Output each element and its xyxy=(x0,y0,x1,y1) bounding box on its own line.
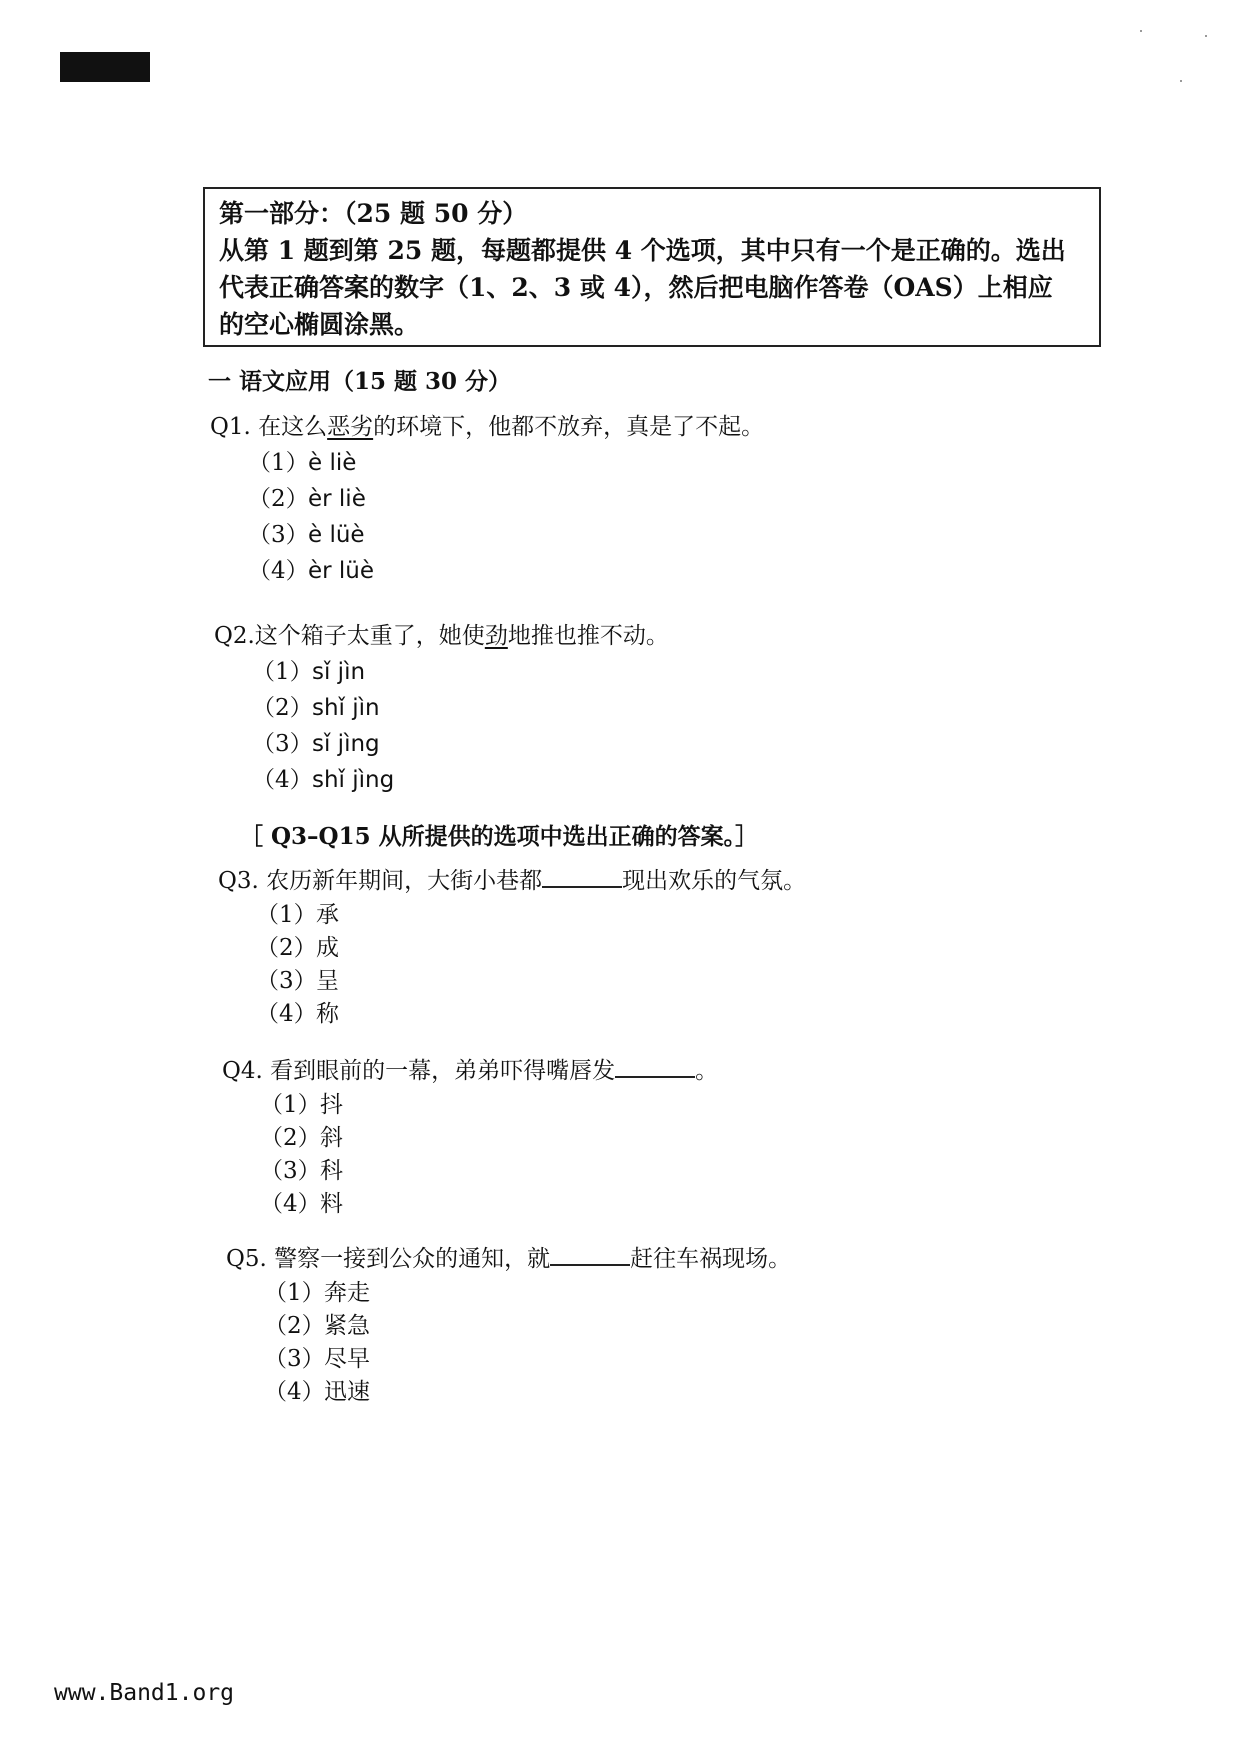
option-text: èr lüè xyxy=(308,558,375,584)
question-prefix: Q5. 警察一接到公众的通知，就 xyxy=(226,1246,551,1272)
question-suffix: 地推也推不动。 xyxy=(507,623,669,649)
option-number: （3） xyxy=(256,968,317,994)
option-1 xyxy=(252,654,669,690)
option-number: （1） xyxy=(248,450,309,476)
option-4 xyxy=(256,998,806,1031)
option-text: sǐ jìng xyxy=(312,731,380,757)
question-prefix: Q3. 农历新年期间，大街小巷都 xyxy=(218,868,543,894)
option-4 xyxy=(264,1376,791,1409)
question-prefix: Q2.这个箱子太重了，她使 xyxy=(214,623,485,649)
underlined-word: 劲 xyxy=(484,623,508,649)
option-text: 尽早 xyxy=(324,1346,370,1372)
option-text: 呈 xyxy=(316,968,339,994)
instruction-line-4: 的空心椭圆涂黑。 xyxy=(219,310,420,339)
question-text xyxy=(222,1052,718,1085)
options-list xyxy=(222,1089,718,1221)
question-prefix: Q1. 在这么 xyxy=(210,414,328,440)
option-number: （1） xyxy=(264,1280,325,1306)
option-3 xyxy=(256,965,806,998)
instruction-line-3: 代表正确答案的数字（1、2、3 或 4），然后把电脑作答卷（OAS）上相应 xyxy=(219,273,1053,302)
question-1 xyxy=(210,408,764,589)
option-number: （3） xyxy=(248,522,309,548)
option-3 xyxy=(252,726,669,762)
option-number: （1） xyxy=(260,1092,321,1118)
question-5 xyxy=(226,1240,791,1409)
option-number: （2） xyxy=(252,695,313,721)
option-1 xyxy=(256,899,806,932)
footer-url: www.Band1.org xyxy=(54,1680,235,1706)
question-suffix: 。 xyxy=(695,1058,719,1084)
question-suffix: 现出欢乐的气氛。 xyxy=(622,868,807,894)
option-3 xyxy=(264,1343,791,1376)
option-4 xyxy=(248,553,764,589)
option-2 xyxy=(264,1310,791,1343)
question-prefix: Q4. 看到眼前的一幕，弟弟吓得嘴唇发 xyxy=(222,1058,616,1084)
option-number: （3） xyxy=(252,731,313,757)
option-number: （3） xyxy=(264,1346,325,1372)
option-text: 科 xyxy=(320,1158,343,1184)
option-3 xyxy=(248,517,764,553)
option-text: 承 xyxy=(316,902,339,928)
option-1 xyxy=(260,1089,718,1122)
scan-speck xyxy=(1140,30,1142,32)
option-text: shǐ jìn xyxy=(312,695,380,721)
question-suffix: 的环境下，他都不放弃，真是了不起。 xyxy=(373,414,765,440)
option-text: sǐ jìn xyxy=(312,659,366,685)
redaction-block xyxy=(60,52,150,82)
option-text: shǐ jìng xyxy=(312,767,395,793)
option-3 xyxy=(260,1155,718,1188)
option-2 xyxy=(248,481,764,517)
option-number: （2） xyxy=(264,1313,325,1339)
option-text: 迅速 xyxy=(324,1379,370,1405)
option-number: （4） xyxy=(264,1379,325,1405)
option-text: 紧急 xyxy=(324,1313,370,1339)
option-number: （2） xyxy=(248,486,309,512)
option-2 xyxy=(252,690,669,726)
option-4 xyxy=(260,1188,718,1221)
options-list xyxy=(214,654,669,798)
question-3 xyxy=(218,862,806,1031)
scan-speck xyxy=(1205,35,1207,37)
option-2 xyxy=(256,932,806,965)
option-text: 抖 xyxy=(320,1092,343,1118)
instruction-line-1: 第一部分：（25 题 50 分） xyxy=(219,199,528,228)
option-number: （4） xyxy=(248,558,309,584)
answer-blank xyxy=(550,1263,630,1266)
option-text: è liè xyxy=(308,450,357,476)
option-number: （2） xyxy=(260,1125,321,1151)
options-list xyxy=(218,899,806,1031)
question-2 xyxy=(214,617,669,798)
option-text: 奔走 xyxy=(324,1280,370,1306)
options-list xyxy=(226,1277,791,1409)
instruction-box xyxy=(203,187,1101,347)
option-number: （1） xyxy=(256,902,317,928)
section-heading: 一 语文应用（15 题 30 分） xyxy=(208,368,512,395)
option-4 xyxy=(252,762,669,798)
option-number: （4） xyxy=(260,1191,321,1217)
option-text: 称 xyxy=(316,1001,339,1027)
question-text xyxy=(214,617,669,650)
option-text: 斜 xyxy=(320,1125,343,1151)
option-number: （4） xyxy=(252,767,313,793)
options-list xyxy=(210,445,764,589)
option-text: 料 xyxy=(320,1191,343,1217)
instruction-line-2: 从第 1 题到第 25 题，每题都提供 4 个选项，其中只有一个是正确的。选出 xyxy=(219,236,1066,265)
question-text xyxy=(210,408,764,441)
option-number: （2） xyxy=(256,935,317,961)
underlined-word: 恶劣 xyxy=(327,414,374,440)
instruction-note: ［ Q3–Q15 从所提供的选项中选出正确的答案。］ xyxy=(240,823,759,850)
answer-blank xyxy=(615,1075,695,1078)
option-text: è lüè xyxy=(308,522,365,548)
question-text xyxy=(226,1240,791,1273)
question-suffix: 赶往车祸现场。 xyxy=(630,1246,792,1272)
scan-speck xyxy=(1180,80,1182,82)
question-4 xyxy=(222,1052,718,1221)
option-2 xyxy=(260,1122,718,1155)
answer-blank xyxy=(542,885,622,888)
option-text: 成 xyxy=(316,935,339,961)
option-1 xyxy=(264,1277,791,1310)
question-text xyxy=(218,862,806,895)
option-number: （1） xyxy=(252,659,313,685)
option-number: （4） xyxy=(256,1001,317,1027)
option-text: èr liè xyxy=(308,486,366,512)
option-1 xyxy=(248,445,764,481)
option-number: （3） xyxy=(260,1158,321,1184)
